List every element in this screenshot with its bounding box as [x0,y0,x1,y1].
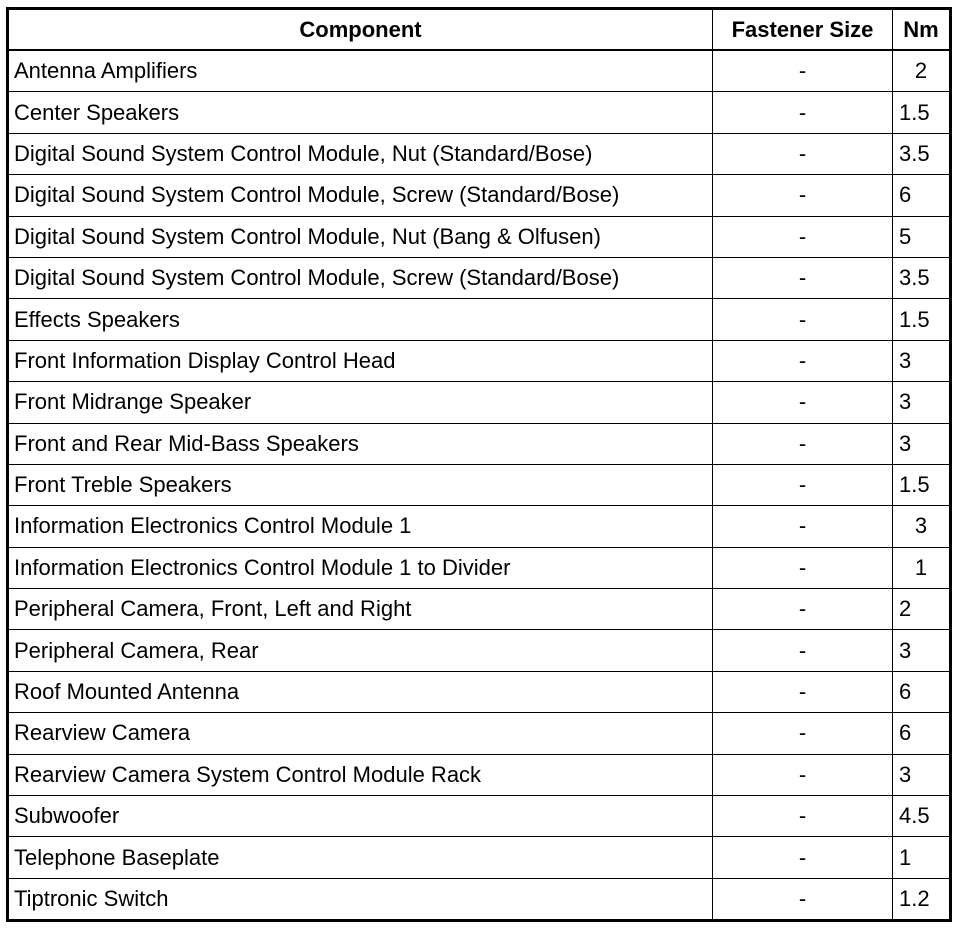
cell-fastener-size: - [713,382,893,423]
cell-nm: 6 [893,671,951,712]
cell-component: Center Speakers [8,92,713,133]
table-row [8,506,951,547]
torque-spec-table [6,7,952,922]
cell-component: Subwoofer [8,796,713,837]
table-row [8,464,951,505]
cell-fastener-size: - [713,547,893,588]
cell-fastener-size: - [713,713,893,754]
cell-component: Digital Sound System Control Module, Nut (Standard/Bose) [8,133,713,174]
cell-component: Front Information Display Control Head [8,340,713,381]
cell-fastener-size: - [713,878,893,920]
cell-fastener-size: - [713,506,893,547]
cell-component: Peripheral Camera, Rear [8,630,713,671]
cell-component: Rearview Camera System Control Module Rack [8,754,713,795]
table-row [8,216,951,257]
table-row [8,133,951,174]
cell-fastener-size: - [713,299,893,340]
cell-nm: 1.2 [893,878,951,920]
cell-fastener-size: - [713,754,893,795]
cell-fastener-size: - [713,92,893,133]
cell-fastener-size: - [713,464,893,505]
cell-nm: 1.5 [893,299,951,340]
cell-nm: 2 [893,50,951,92]
cell-fastener-size: - [713,671,893,712]
table-row [8,796,951,837]
cell-component: Front Treble Speakers [8,464,713,505]
table-row [8,630,951,671]
table-row [8,299,951,340]
cell-fastener-size: - [713,837,893,878]
cell-nm: 3.5 [893,133,951,174]
table-row [8,754,951,795]
cell-component: Front and Rear Mid-Bass Speakers [8,423,713,464]
header-component: Component [8,9,713,51]
table-row [8,589,951,630]
cell-nm: 3 [893,340,951,381]
cell-component: Digital Sound System Control Module, Screw (Standard/Bose) [8,257,713,298]
cell-component: Rearview Camera [8,713,713,754]
cell-component: Front Midrange Speaker [8,382,713,423]
table-row [8,257,951,298]
cell-fastener-size: - [713,50,893,92]
cell-nm: 1.5 [893,464,951,505]
cell-nm: 2 [893,589,951,630]
table-row [8,92,951,133]
table-row [8,878,951,920]
cell-fastener-size: - [713,257,893,298]
header-row [8,9,951,51]
cell-nm: 1 [893,547,951,588]
cell-nm: 3.5 [893,257,951,298]
cell-nm: 6 [893,175,951,216]
table-row [8,340,951,381]
table-row [8,423,951,464]
table-row [8,50,951,92]
cell-component: Digital Sound System Control Module, Nut (Bang & Olfusen) [8,216,713,257]
table-row [8,837,951,878]
cell-nm: 5 [893,216,951,257]
cell-nm: 3 [893,506,951,547]
cell-fastener-size: - [713,630,893,671]
cell-component: Information Electronics Control Module 1 [8,506,713,547]
cell-nm: 1.5 [893,92,951,133]
cell-component: Tiptronic Switch [8,878,713,920]
cell-fastener-size: - [713,175,893,216]
cell-component: Antenna Amplifiers [8,50,713,92]
cell-component: Information Electronics Control Module 1 to Divider [8,547,713,588]
cell-nm: 3 [893,754,951,795]
cell-component: Peripheral Camera, Front, Left and Right [8,589,713,630]
cell-component: Telephone Baseplate [8,837,713,878]
table-row [8,547,951,588]
cell-fastener-size: - [713,216,893,257]
cell-component: Roof Mounted Antenna [8,671,713,712]
cell-nm: 3 [893,423,951,464]
table-row [8,671,951,712]
cell-fastener-size: - [713,796,893,837]
cell-fastener-size: - [713,423,893,464]
cell-nm: 6 [893,713,951,754]
cell-fastener-size: - [713,133,893,174]
cell-component: Effects Speakers [8,299,713,340]
cell-nm: 3 [893,382,951,423]
cell-nm: 1 [893,837,951,878]
cell-fastener-size: - [713,589,893,630]
header-fastener-size: Fastener Size [713,9,893,51]
cell-component: Digital Sound System Control Module, Screw (Standard/Bose) [8,175,713,216]
header-nm: Nm [893,9,951,51]
table-row [8,175,951,216]
table-row [8,382,951,423]
cell-nm: 4.5 [893,796,951,837]
cell-nm: 3 [893,630,951,671]
cell-fastener-size: - [713,340,893,381]
table-row [8,713,951,754]
